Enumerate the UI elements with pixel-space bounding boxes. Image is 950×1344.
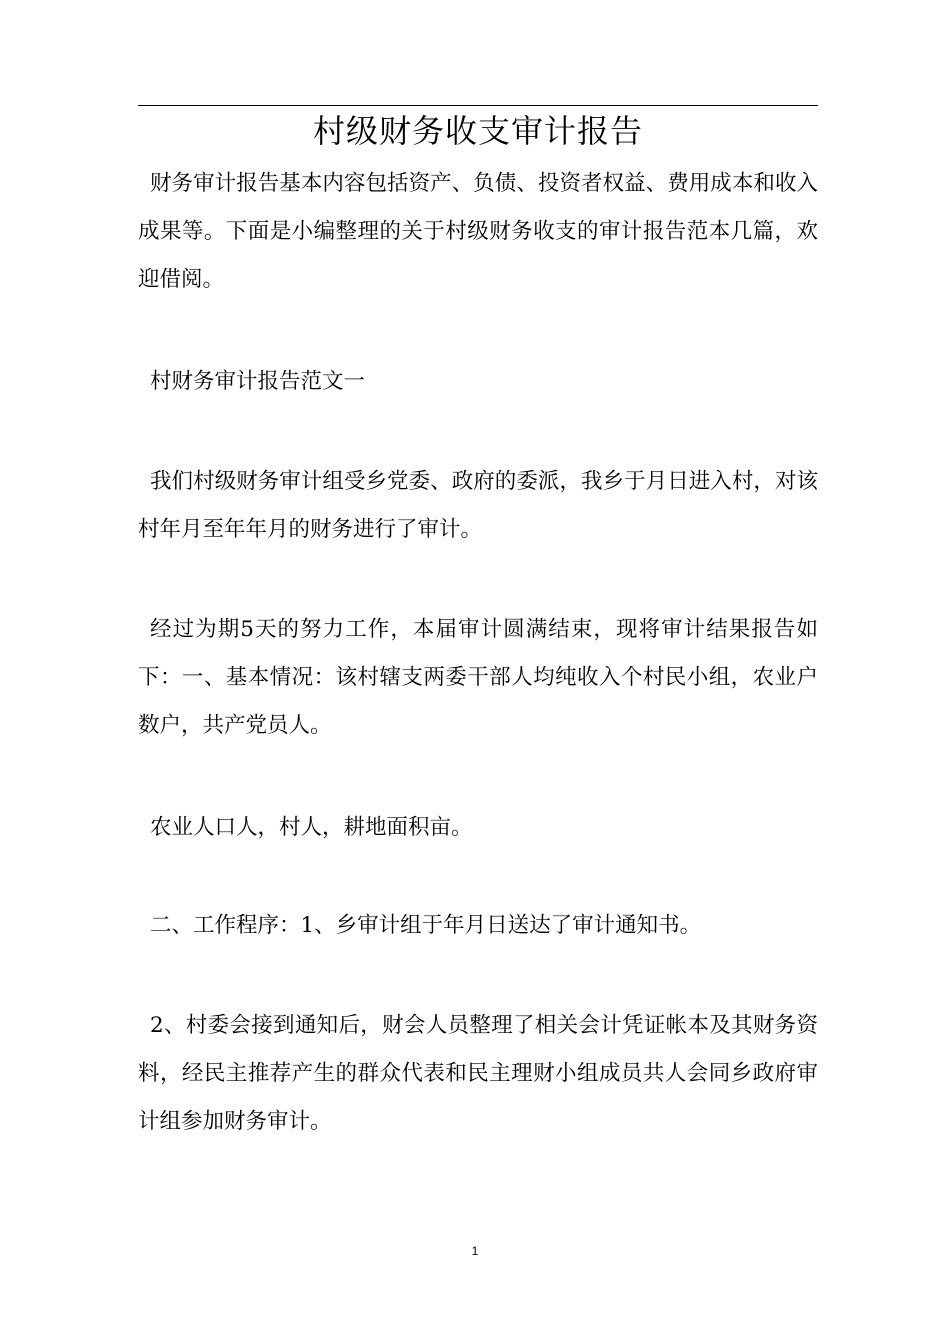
- paragraph-basic-situation: 经过为期5天的努力工作，本届审计圆满结束，现将审计结果报告如下：一、基本情况：该村辖支两委干部人均纯收入个村民小组，农业户数户，共产党员人。: [138, 617, 818, 738]
- document-title: 村级财务收支审计报告: [312, 112, 643, 150]
- paragraph-intro: 财务审计报告基本内容包括资产、负债、投资者权益、费用成本和收入成果等。下面是小编整理的关于村级财务收支的审计报告范本几篇，欢迎借阅。: [138, 171, 818, 292]
- paragraph-section-heading: 村财务审计报告范文一: [150, 369, 366, 394]
- page-number: 1: [471, 1244, 479, 1258]
- paragraph-population: 农业人口人，村人，耕地面积亩。: [150, 815, 473, 840]
- paragraph-work-procedure: 二、工作程序：1、乡审计组于年月日送达了审计通知书。: [150, 913, 702, 938]
- header-rule: [138, 105, 818, 106]
- paragraph-village-committee: 2、村委会接到通知后，财会人员整理了相关会计凭证帐本及其财务资料，经民主推荐产生的群众代表和民主理财小组成员共人会同乡政府审计组参加财务审计。: [138, 1013, 818, 1134]
- paragraph-audit-commission: 我们村级财务审计组受乡党委、政府的委派，我乡于月日进入村，对该村年月至年年月的财务进行了审计。: [138, 469, 818, 542]
